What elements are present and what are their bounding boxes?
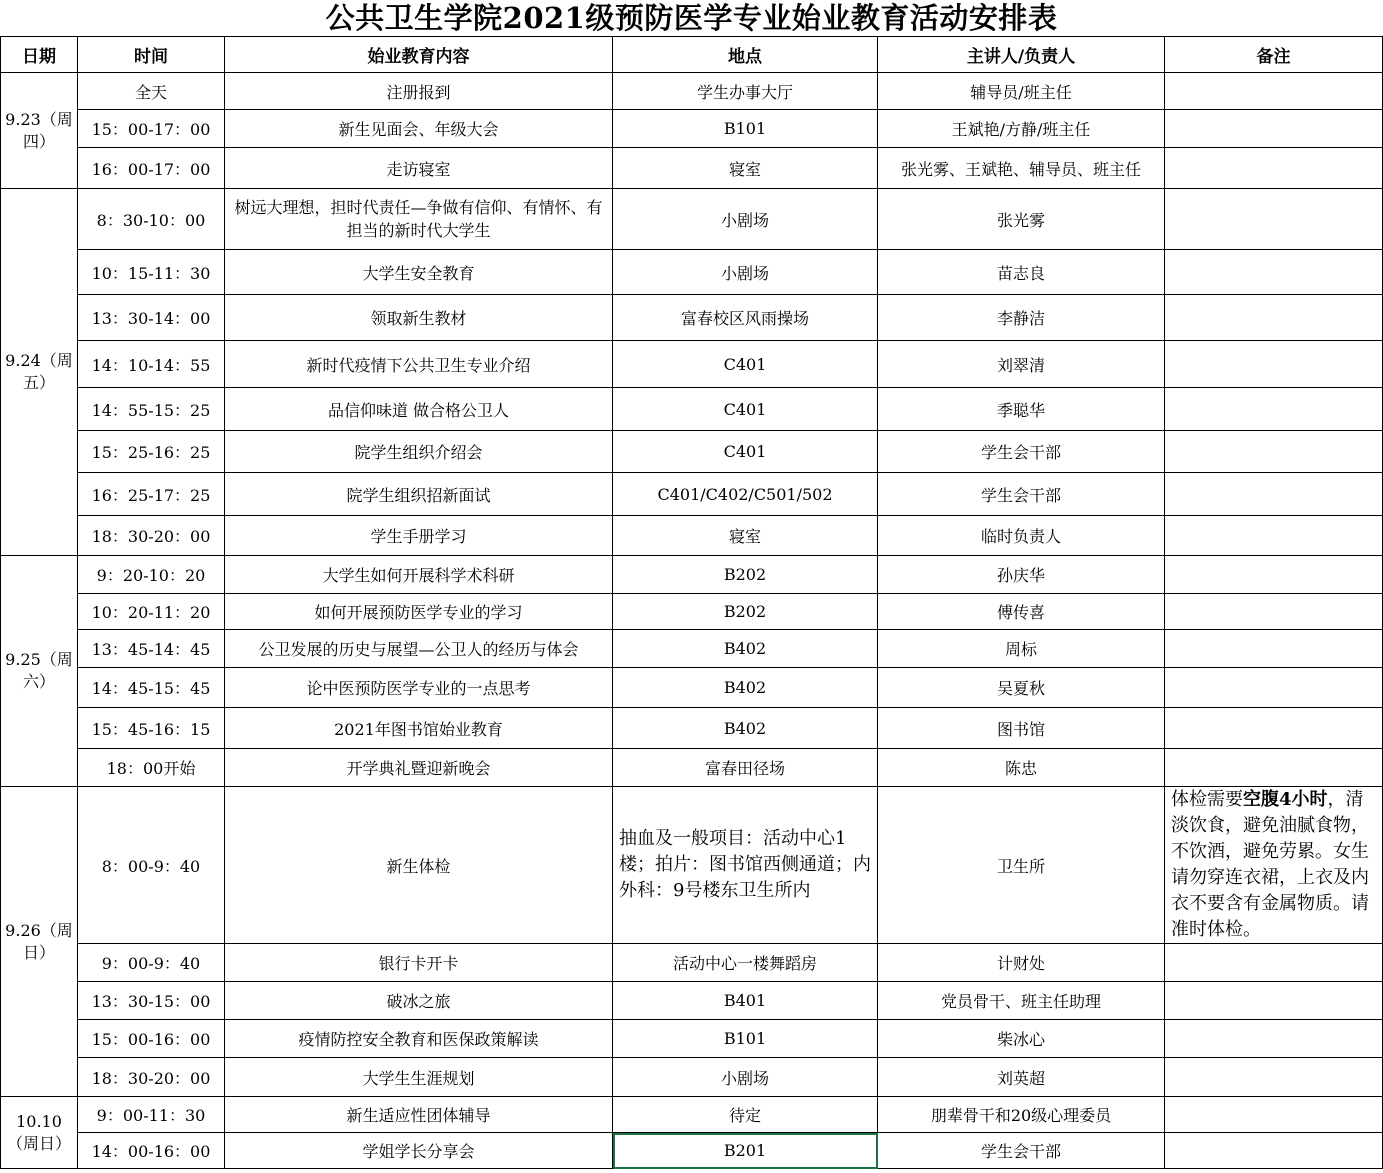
content-cell[interactable]: 注册报到	[225, 73, 613, 110]
page-title: 公共卫生学院2021级预防医学专业始业教育活动安排表	[325, 1, 1058, 35]
location-cell[interactable]: C401	[613, 388, 878, 431]
speaker-cell[interactable]: 柴冰心	[878, 1020, 1165, 1058]
location-cell[interactable]: C401	[613, 341, 878, 388]
speaker-cell[interactable]: 刘英超	[878, 1058, 1165, 1097]
table-row	[1, 516, 1383, 556]
speaker-cell[interactable]: 吴夏秋	[878, 668, 1165, 708]
location-cell[interactable]: 富春校区风雨操场	[613, 295, 878, 341]
note-cell[interactable]	[1165, 1058, 1383, 1097]
note-cell[interactable]	[1165, 594, 1383, 630]
location-cell[interactable]: B402	[613, 668, 878, 708]
note-cell[interactable]	[1165, 516, 1383, 556]
speaker-cell[interactable]: 朋辈骨干和20级心理委员	[878, 1097, 1165, 1133]
note-cell[interactable]	[1165, 341, 1383, 388]
time-cell[interactable]: 15：25-16：25	[78, 431, 225, 473]
speaker-cell[interactable]: 党员骨干、班主任助理	[878, 982, 1165, 1020]
time-cell[interactable]: 13：45-14：45	[78, 630, 225, 668]
table-row	[1, 1097, 1383, 1133]
time-cell[interactable]: 9：00-9：40	[78, 944, 225, 982]
table-row	[1, 250, 1383, 295]
location-cell[interactable]: B202	[613, 594, 878, 630]
table-row	[1, 630, 1383, 668]
note-cell[interactable]	[1165, 1097, 1383, 1133]
table-row	[1, 388, 1383, 431]
location-cell[interactable]: 小剧场	[613, 1058, 878, 1097]
date-cell[interactable]: 9.25（周六）	[1, 556, 78, 787]
time-cell[interactable]: 14：45-15：45	[78, 668, 225, 708]
content-cell[interactable]: 新时代疫情下公共卫生专业介绍	[225, 341, 613, 388]
note-cell[interactable]	[1165, 787, 1383, 944]
table-row	[1, 708, 1383, 749]
speaker-cell[interactable]: 学生会干部	[878, 1133, 1165, 1169]
date-cell[interactable]: 9.23（周四）	[1, 73, 78, 189]
content-cell[interactable]: 院学生组织介绍会	[225, 431, 613, 473]
content-cell[interactable]: 学姐学长分享会	[225, 1133, 613, 1169]
location-cell[interactable]: 小剧场	[613, 189, 878, 250]
time-cell[interactable]: 13：30-15：00	[78, 982, 225, 1020]
location-cell[interactable]: 寝室	[613, 148, 878, 189]
speaker-cell[interactable]: 张光雾、王斌艳、辅导员、班主任	[878, 148, 1165, 189]
speaker-cell[interactable]: 卫生所	[878, 787, 1165, 944]
table-row	[1, 189, 1383, 250]
content-cell[interactable]: 银行卡开卡	[225, 944, 613, 982]
note-cell[interactable]	[1165, 473, 1383, 516]
table-row	[1, 73, 1383, 110]
content-cell[interactable]: 疫情防控安全教育和医保政策解读	[225, 1020, 613, 1058]
content-cell[interactable]: 大学生安全教育	[225, 250, 613, 295]
time-cell[interactable]: 14：00-16：00	[78, 1133, 225, 1169]
time-cell[interactable]: 15：00-16：00	[78, 1020, 225, 1058]
note-cell[interactable]	[1165, 295, 1383, 341]
location-cell[interactable]: B101	[613, 1020, 878, 1058]
table-row	[1, 944, 1383, 982]
note-cell[interactable]	[1165, 630, 1383, 668]
note-text: ，清淡饮食，避免油腻食物，不饮酒，避免劳累。女生请勿穿连衣裙，上衣及内衣不要含有金属物质。请准时体检。	[1171, 789, 1369, 940]
table-row	[1, 556, 1383, 594]
time-cell[interactable]: 8：00-9：40	[78, 787, 225, 944]
content-cell[interactable]: 品信仰味道 做合格公卫人	[225, 388, 613, 431]
header-date: 日期	[1, 37, 78, 73]
time-cell[interactable]: 16：00-17：00	[78, 148, 225, 189]
note-text: 体检需要	[1171, 789, 1243, 810]
speaker-cell[interactable]: 图书馆	[878, 708, 1165, 749]
selected-cell[interactable]: B201	[613, 1133, 878, 1169]
speaker-cell[interactable]: 计财处	[878, 944, 1165, 982]
time-cell[interactable]: 9：00-11：30	[78, 1097, 225, 1133]
speaker-cell[interactable]: 刘翠清	[878, 341, 1165, 388]
speaker-cell[interactable]: 周标	[878, 630, 1165, 668]
content-cell[interactable]: 树远大理想，担时代责任—争做有信仰、有情怀、有担当的新时代大学生	[225, 189, 613, 250]
content-cell[interactable]: 领取新生教材	[225, 295, 613, 341]
note-cell[interactable]	[1165, 73, 1383, 110]
content-cell[interactable]: 新生体检	[225, 787, 613, 944]
header-row	[1, 37, 1383, 73]
location-cell[interactable]: 活动中心一楼舞蹈房	[613, 944, 878, 982]
location-cell[interactable]: C401/C402/C501/502	[613, 473, 878, 516]
note-cell[interactable]	[1165, 556, 1383, 594]
time-cell[interactable]: 13：30-14：00	[78, 295, 225, 341]
speaker-cell[interactable]: 傅传喜	[878, 594, 1165, 630]
time-cell[interactable]: 18：30-20：00	[78, 516, 225, 556]
content-cell[interactable]: 大学生如何开展科学术科研	[225, 556, 613, 594]
speaker-cell[interactable]: 学生会干部	[878, 473, 1165, 516]
time-cell[interactable]: 18：30-20：00	[78, 1058, 225, 1097]
note-cell[interactable]	[1165, 708, 1383, 749]
date-cell[interactable]: 10.10（周日）	[1, 1097, 78, 1169]
location-cell[interactable]: B401	[613, 982, 878, 1020]
table-row	[1, 148, 1383, 189]
content-cell[interactable]: 院学生组织招新面试	[225, 473, 613, 516]
location-cell[interactable]: 抽血及一般项目：活动中心1楼；拍片：图书馆西侧通道；内外科：9号楼东卫生所内	[613, 787, 878, 944]
table-row	[1, 982, 1383, 1020]
time-cell[interactable]: 16：25-17：25	[78, 473, 225, 516]
content-cell[interactable]: 走访寝室	[225, 148, 613, 189]
table-row	[1, 110, 1383, 148]
table-row	[1, 594, 1383, 630]
table-row	[1, 473, 1383, 516]
speaker-cell[interactable]: 苗志良	[878, 250, 1165, 295]
speaker-cell[interactable]: 王斌艳/方静/班主任	[878, 110, 1165, 148]
time-cell[interactable]: 8：30-10：00	[78, 189, 225, 250]
location-cell[interactable]: B402	[613, 630, 878, 668]
speaker-cell[interactable]: 临时负责人	[878, 516, 1165, 556]
time-cell[interactable]: 10：20-11：20	[78, 594, 225, 630]
location-cell[interactable]: 寝室	[613, 516, 878, 556]
note-cell[interactable]	[1165, 189, 1383, 250]
note-emphasis: 空腹4小时	[1243, 789, 1328, 810]
date-cell[interactable]: 9.26（周日）	[1, 787, 78, 1097]
note-cell[interactable]	[1165, 1020, 1383, 1058]
location-cell[interactable]: 待定	[613, 1097, 878, 1133]
speaker-cell[interactable]: 张光雾	[878, 189, 1165, 250]
time-cell[interactable]: 14：55-15：25	[78, 388, 225, 431]
schedule-table	[0, 36, 1383, 1169]
location-cell[interactable]: B202	[613, 556, 878, 594]
content-cell[interactable]: 论中医预防医学专业的一点思考	[225, 668, 613, 708]
speaker-cell[interactable]: 陈忠	[878, 749, 1165, 787]
location-cell[interactable]: 小剧场	[613, 250, 878, 295]
content-cell[interactable]: 新生见面会、年级大会	[225, 110, 613, 148]
content-cell[interactable]: 新生适应性团体辅导	[225, 1097, 613, 1133]
header-time: 时间	[78, 37, 225, 73]
speaker-cell[interactable]: 学生会干部	[878, 431, 1165, 473]
note-cell[interactable]	[1165, 944, 1383, 982]
header-content: 始业教育内容	[225, 37, 613, 73]
table-row	[1, 1020, 1383, 1058]
header-location: 地点	[613, 37, 878, 73]
note-cell[interactable]	[1165, 250, 1383, 295]
time-cell[interactable]: 10：15-11：30	[78, 250, 225, 295]
content-cell[interactable]: 如何开展预防医学专业的学习	[225, 594, 613, 630]
table-row	[1, 668, 1383, 708]
content-cell[interactable]: 开学典礼暨迎新晚会	[225, 749, 613, 787]
table-row	[1, 341, 1383, 388]
note-cell[interactable]	[1165, 431, 1383, 473]
table-row	[1, 1133, 1383, 1169]
note-cell[interactable]	[1165, 982, 1383, 1020]
header-note: 备注	[1165, 37, 1383, 73]
speaker-cell[interactable]: 李静洁	[878, 295, 1165, 341]
content-cell[interactable]: 大学生生涯规划	[225, 1058, 613, 1097]
content-cell[interactable]: 破冰之旅	[225, 982, 613, 1020]
location-cell[interactable]: B101	[613, 110, 878, 148]
note-cell[interactable]	[1165, 388, 1383, 431]
note-cell[interactable]	[1165, 110, 1383, 148]
note-cell[interactable]	[1165, 668, 1383, 708]
table-row	[1, 749, 1383, 787]
speaker-cell[interactable]: 孙庆华	[878, 556, 1165, 594]
time-cell[interactable]: 15：45-16：15	[78, 708, 225, 749]
speaker-cell[interactable]: 季聪华	[878, 388, 1165, 431]
time-cell[interactable]: 15：00-17：00	[78, 110, 225, 148]
table-row	[1, 431, 1383, 473]
table-row	[1, 1058, 1383, 1097]
content-cell[interactable]: 学生手册学习	[225, 516, 613, 556]
header-speaker: 主讲人/负责人	[878, 37, 1165, 73]
location-cell[interactable]: 富春田径场	[613, 749, 878, 787]
time-cell[interactable]: 14：10-14：55	[78, 341, 225, 388]
location-cell[interactable]: 学生办事大厅	[613, 73, 878, 110]
date-cell[interactable]: 9.24（周五）	[1, 189, 78, 556]
note-cell[interactable]	[1165, 749, 1383, 787]
location-cell[interactable]: C401	[613, 431, 878, 473]
location-cell[interactable]: B402	[613, 708, 878, 749]
time-cell[interactable]: 9：20-10：20	[78, 556, 225, 594]
speaker-cell[interactable]: 辅导员/班主任	[878, 73, 1165, 110]
table-row	[1, 787, 1383, 944]
table-row	[1, 295, 1383, 341]
note-cell[interactable]	[1165, 1133, 1383, 1169]
time-cell[interactable]: 全天	[78, 73, 225, 110]
time-cell[interactable]: 18：00开始	[78, 749, 225, 787]
content-cell[interactable]: 2021年图书馆始业教育	[225, 708, 613, 749]
note-cell[interactable]	[1165, 148, 1383, 189]
content-cell[interactable]: 公卫发展的历史与展望—公卫人的经历与体会	[225, 630, 613, 668]
